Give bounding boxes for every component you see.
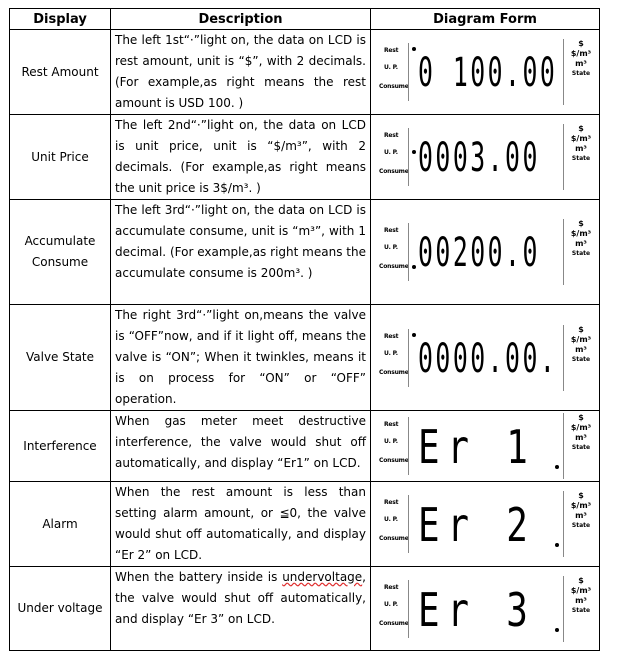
state-dot — [555, 465, 559, 469]
description-cell — [111, 567, 371, 651]
unit-label-state: State — [571, 70, 591, 77]
lcd-label-unit-price: U. P. — [384, 149, 398, 156]
lcd-label-rest: Rest — [384, 583, 399, 591]
description-text: When the battery inside is — [115, 570, 283, 584]
lcd-display — [374, 122, 596, 192]
display-cell: Rest Amount — [10, 30, 111, 115]
lcd-left-divider — [408, 495, 409, 553]
table-row — [10, 305, 600, 411]
header-diagram: Diagram Form — [371, 9, 600, 30]
indicator-dot — [412, 47, 416, 51]
unit-label-unit1: $ — [578, 219, 584, 228]
lcd-label-rest: Rest — [384, 499, 399, 506]
state-dot — [555, 543, 559, 547]
table-row — [10, 411, 600, 482]
table-row — [10, 200, 600, 305]
indicator-dot — [412, 333, 416, 337]
lcd-units — [567, 39, 595, 79]
lcd-label-rest: Rest — [384, 227, 399, 234]
lcd-display — [374, 217, 596, 287]
indicator-dot — [412, 150, 416, 154]
display-cell: Alarm — [10, 482, 111, 567]
lcd-left-divider — [408, 329, 409, 387]
unit-label-unit2: $/m³ — [570, 334, 592, 344]
display-cell: Interference — [10, 411, 111, 482]
header-display: Display — [10, 9, 111, 30]
lcd-readout: 0 100.00 — [418, 50, 558, 96]
unit-label-unit1: $ — [578, 124, 584, 133]
unit-label-unit2: $/m³ — [570, 423, 592, 432]
lcd-units — [567, 219, 595, 259]
lcd-right-divider — [563, 413, 564, 479]
lcd-display — [374, 323, 596, 393]
diagram-cell — [371, 115, 600, 200]
lcd-right-divider — [563, 325, 564, 391]
unit-label-unit3: m³ — [575, 144, 587, 153]
lcd-label-unit-price: U. P. — [384, 349, 398, 357]
diagram-cell — [371, 200, 600, 305]
lcd-right-divider — [563, 491, 564, 557]
unit-label-state: State — [571, 355, 591, 363]
unit-label-unit3: m³ — [575, 344, 587, 354]
lcd-display — [374, 411, 596, 481]
header-row — [10, 9, 600, 30]
lcd-left-divider — [408, 417, 409, 475]
lcd-readout: 0003.00 — [418, 135, 540, 181]
lcd-label-unit-price: U. P. — [384, 438, 398, 445]
lcd-label-rest: Rest — [384, 332, 399, 340]
unit-label-unit3: m³ — [575, 433, 587, 442]
unit-label-unit2: $/m³ — [570, 49, 592, 58]
lcd-readout: Er 3 — [418, 582, 536, 637]
lcd-label-consume: Consume — [379, 457, 409, 464]
lcd-label-rest: Rest — [384, 47, 399, 54]
lcd-label-unit-price: U. P. — [384, 244, 398, 251]
display-cell: Unit Price — [10, 115, 111, 200]
unit-label-unit1: $ — [578, 413, 584, 422]
unit-label-unit3: m³ — [575, 595, 587, 605]
unit-label-state: State — [571, 444, 591, 451]
description-cell: When gas meter meet destructive interference, the valve would shut off automatically, and display “Er1” on LCD. — [111, 411, 371, 482]
description-cell: The left 2nd“·”light on, the data on LCD is unit price, unit is “$/m³”, with 2 decimals. (For example,as right means the unit price is 3$/m³. ) — [111, 115, 371, 200]
lcd-label-consume: Consume — [379, 83, 409, 90]
lcd-display — [374, 37, 596, 107]
unit-label-state: State — [571, 606, 591, 614]
description-cell: The left 1st“·”light on, the data on LCD is rest amount, unit is “$”, with 2 decimals. (For example,as right means the rest amount is USD 100. ) — [111, 30, 371, 115]
lcd-readout: Er 2 — [418, 498, 536, 552]
description-text: , the valve would shut off automatically, and display “Er 3” on LCD. — [115, 570, 366, 626]
unit-label-state: State — [571, 522, 591, 529]
lcd-readout: Er 1 — [418, 420, 536, 474]
diagram-cell — [371, 482, 600, 567]
description-flagged-word: undervoltage — [282, 570, 363, 584]
table-row — [10, 115, 600, 200]
unit-label-unit1: $ — [578, 39, 584, 48]
lcd-display — [374, 574, 596, 644]
lcd-label-unit-price: U. P. — [384, 516, 398, 523]
lcd-left-divider — [408, 223, 409, 281]
display-cell: Valve State — [10, 305, 111, 411]
table-row — [10, 482, 600, 567]
unit-label-unit2: $/m³ — [570, 229, 592, 238]
unit-label-unit1: $ — [578, 491, 584, 500]
lcd-label-consume: Consume — [379, 535, 409, 542]
unit-label-unit3: m³ — [575, 511, 587, 520]
lcd-right-divider — [563, 576, 564, 642]
unit-label-unit3: m³ — [575, 59, 587, 68]
lcd-label-rest: Rest — [384, 421, 399, 428]
lcd-label-unit-price: U. P. — [384, 64, 398, 71]
lcd-units — [567, 413, 595, 453]
display-cell: Accumulate Consume — [10, 200, 111, 305]
lcd-label-consume: Consume — [379, 619, 409, 627]
spec-table — [9, 8, 600, 651]
unit-label-unit2: $/m³ — [570, 134, 592, 143]
unit-label-unit2: $/m³ — [570, 585, 592, 595]
lcd-readout: 00200.0 — [418, 230, 540, 276]
diagram-cell — [371, 305, 600, 411]
header-description: Description — [111, 9, 371, 30]
lcd-left-divider — [408, 43, 409, 101]
lcd-right-divider — [563, 39, 564, 105]
description-cell: When the rest amount is less than setting alarm amount, or ≦0, the valve would shut off automatically, and display “Er 2” on LCD. — [111, 482, 371, 567]
indicator-dot — [412, 265, 416, 269]
diagram-cell — [371, 567, 600, 651]
unit-label-state: State — [571, 250, 591, 257]
table-row — [10, 567, 600, 651]
lcd-readout: 0000.00. — [418, 335, 558, 382]
unit-label-state: State — [571, 155, 591, 162]
lcd-label-consume: Consume — [379, 168, 409, 175]
lcd-units — [567, 491, 595, 531]
lcd-left-divider — [408, 580, 409, 638]
lcd-label-rest: Rest — [384, 132, 399, 139]
lcd-right-divider — [563, 219, 564, 285]
state-dot — [555, 628, 559, 632]
unit-label-unit1: $ — [578, 324, 584, 334]
unit-label-unit1: $ — [578, 575, 584, 585]
lcd-label-unit-price: U. P. — [384, 600, 398, 608]
unit-label-unit2: $/m³ — [570, 501, 592, 510]
lcd-left-divider — [408, 128, 409, 186]
lcd-units — [567, 124, 595, 164]
lcd-units — [567, 576, 595, 616]
description-cell: The left 3rd“·”light on, the data on LCD is accumulate consume, unit is “m³”, with 1 decimal. (For example,as right means the accumulate consume is 200m³. ) — [111, 200, 371, 305]
lcd-label-consume: Consume — [379, 368, 409, 376]
lcd-label-consume: Consume — [379, 263, 409, 270]
table-row — [10, 30, 600, 115]
diagram-cell — [371, 30, 600, 115]
lcd-display — [374, 489, 596, 559]
diagram-cell — [371, 411, 600, 482]
display-cell: Under voltage — [10, 567, 111, 651]
lcd-right-divider — [563, 124, 564, 190]
lcd-units — [567, 325, 595, 365]
description-cell: The right 3rd“·”light on,means the valve is “OFF”now, and if it light off, means the valve is “ON”; When it twinkles, means it is on process for “ON” or “OFF” operation. — [111, 305, 371, 411]
unit-label-unit3: m³ — [575, 239, 587, 248]
